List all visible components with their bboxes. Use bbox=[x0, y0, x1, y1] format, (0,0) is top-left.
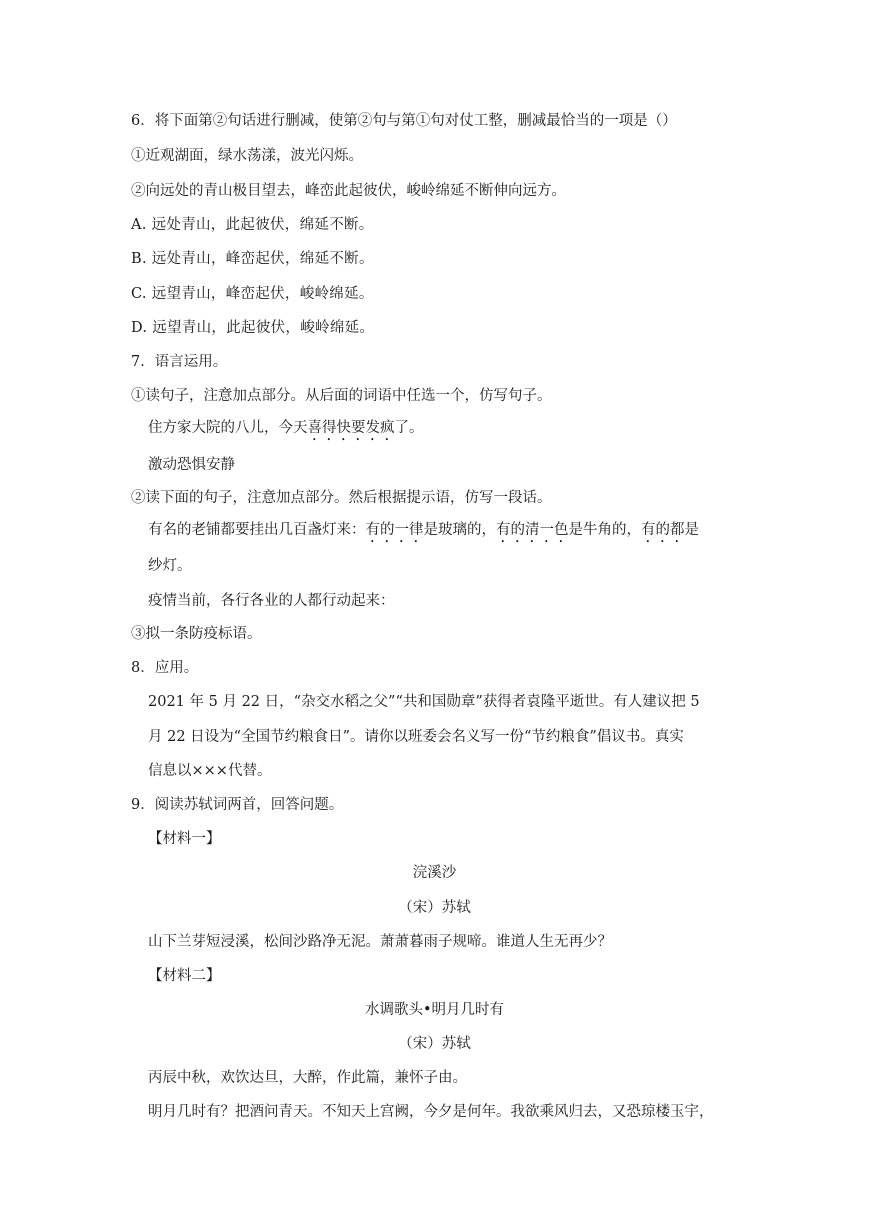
q8-stem: 8．应用。 bbox=[131, 660, 199, 676]
q7-word-choices: 激动恐惧安静 bbox=[148, 457, 235, 473]
q8-text-line-1: 2021 年 5 月 22 日，“杂交水稻之父”“共和国勋章”获得者袁隆平逝世。有人建议把 5 bbox=[148, 694, 700, 710]
q7-example-1 bbox=[148, 418, 424, 444]
q7-stem: 7．语言运用。 bbox=[131, 354, 228, 370]
poem-2-title: 水调歌头•明月几时有 bbox=[364, 1002, 505, 1018]
q7-example-2 bbox=[148, 520, 699, 546]
poem-1-title: 浣溪沙 bbox=[412, 865, 457, 881]
example-2-text: 是牛角的， bbox=[568, 522, 641, 538]
q6-sentence-1: ①近观湖面，绿水荡漾，波光闪烁。 bbox=[131, 148, 363, 164]
q7-part-2: ②读下面的句子，注意加点部分。然后根据提示语，仿写一段话。 bbox=[131, 490, 552, 506]
example-1-text: 住方家大院的八儿，今天 bbox=[148, 420, 308, 436]
q8-text-line-3: 信息以×××代替。 bbox=[148, 763, 272, 779]
q7-part-1: ①读句子，注意加点部分。从后面的词语中任选一个，仿写句子。 bbox=[131, 388, 552, 404]
q6-stem: 6．将下面第②句话进行删减，使第②句与第①句对仗工整，删减最恰当的一项是（） bbox=[131, 113, 677, 129]
example-2-text: 有名的老铺都要挂出几百盏灯来： bbox=[148, 522, 366, 538]
material-1-label: 【材料一】 bbox=[148, 831, 221, 847]
q6-option-b: B. 远处青山，峰峦起伏，绵延不断。 bbox=[131, 251, 374, 267]
q6-option-c: C. 远望青山，峰峦起伏，峻岭绵延。 bbox=[131, 286, 374, 302]
poem-2-preface: 丙辰中秋，欢饮达旦，大醉，作此篇，兼怀子由。 bbox=[148, 1070, 467, 1086]
q7-example-2-line-2: 纱灯。 bbox=[148, 558, 192, 574]
q6-option-d: D. 远望青山，此起彼伏，峻岭绵延。 bbox=[131, 320, 375, 336]
emphasized-phrase: 有的一律 bbox=[365, 522, 424, 538]
poem-1-body: 山下兰芽短浸溪，松间沙路净无泥。萧萧暮雨子规啼。谁道人生无再少？ bbox=[148, 934, 612, 950]
poem-2-body: 明月几时有？把酒问青天。不知天上宫阙，今夕是何年。我欲乘风归去，又恐琼楼玉宇， bbox=[148, 1104, 714, 1120]
poem-2-author: （宋）苏轼 bbox=[398, 1036, 471, 1052]
q7-prompt: 疫情当前，各行各业的人都行动起来： bbox=[148, 593, 395, 609]
q6-option-a: A. 远处青山，此起彼伏，绵延不断。 bbox=[131, 217, 374, 233]
example-1-end: 了。 bbox=[394, 420, 424, 436]
emphasized-phrase: 有的清一色 bbox=[496, 522, 569, 538]
q8-text-line-2: 月 22 日设为“全国节约粮食日”。请你以班委会名义写一份“节约粮食”倡议书。真实 bbox=[148, 729, 684, 745]
material-2-label: 【材料二】 bbox=[148, 968, 221, 984]
example-2-text: 是玻璃的， bbox=[423, 522, 496, 538]
emphasized-phrase: 喜得快要发疯 bbox=[307, 420, 395, 436]
q6-sentence-2: ②向远处的青山极目望去，峰峦此起彼伏，峻岭绵延不断伸向远方。 bbox=[131, 183, 566, 199]
example-2-text: 是 bbox=[684, 522, 699, 538]
poem-1-author: （宋）苏轼 bbox=[398, 900, 471, 916]
q7-part-3: ③拟一条防疫标语。 bbox=[131, 626, 262, 642]
emphasized-phrase: 有的都 bbox=[641, 522, 685, 538]
q9-stem: 9．阅读苏轼词两首，回答问题。 bbox=[131, 797, 344, 813]
